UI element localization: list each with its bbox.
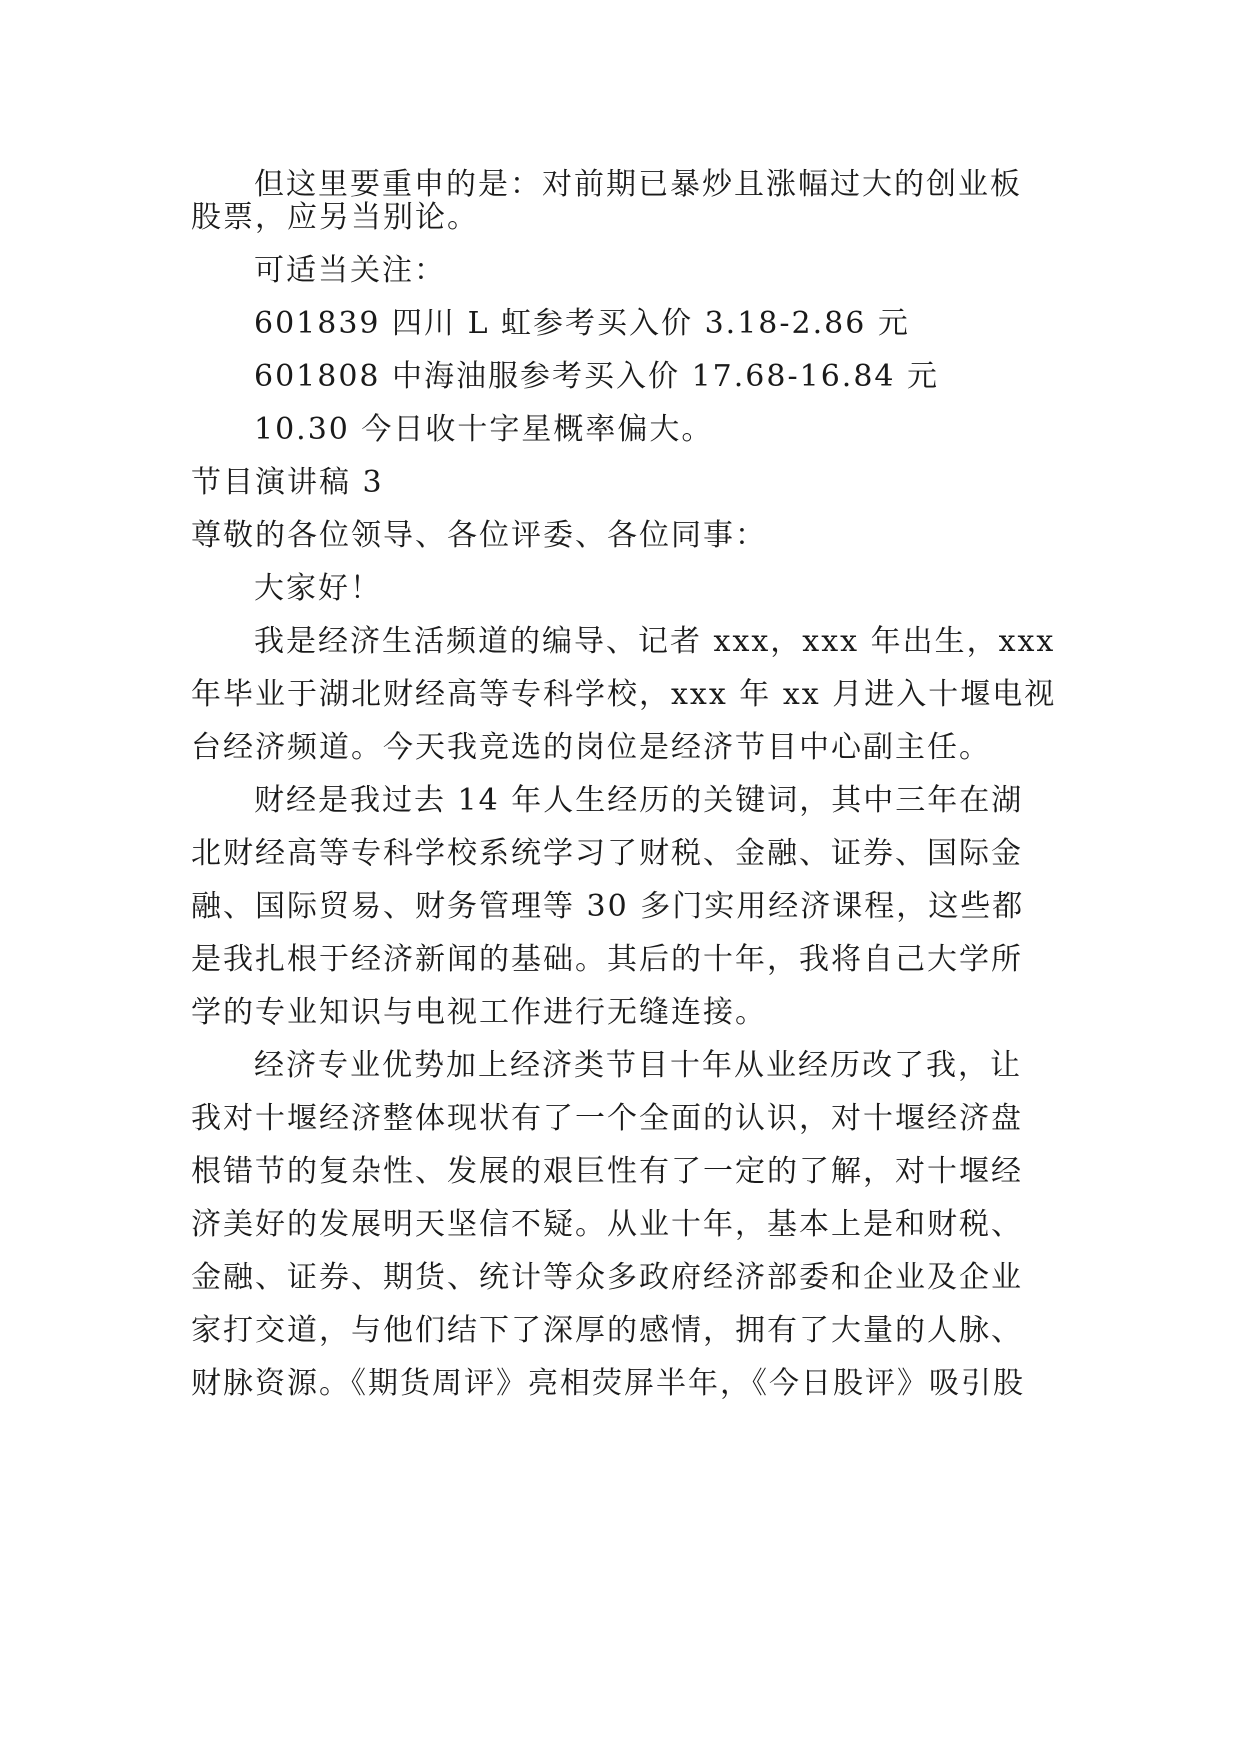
text-line: 我是经济生活频道的编导、记者 xxx，xxx 年出生，xxx: [254, 624, 1056, 659]
text-line: 根错节的复杂性、发展的艰巨性有了一定的了解，对十堰经: [191, 1154, 1023, 1189]
text-line: 融、国际贸易、财务管理等 30 多门实用经济课程，这些都: [191, 889, 1025, 924]
text-line: 家打交道，与他们结下了深厚的感情，拥有了大量的人脉、: [191, 1313, 1023, 1348]
greeting: 大家好！: [254, 571, 382, 606]
text-line: 可适当关注：: [254, 253, 446, 288]
text-line: 股票，应另当别论。: [191, 200, 479, 235]
text-line: 台经济频道。今天我竞选的岗位是经济节目中心副主任。: [191, 730, 991, 765]
text-line: 经济专业优势加上经济类节目十年从业经历改了我，让: [254, 1048, 1022, 1083]
text-line: 是我扎根于经济新闻的基础。其后的十年，我将自己大学所: [191, 942, 1023, 977]
text-line: 601839 四川 L 虹参考买入价 3.18-2.86 元: [254, 306, 910, 341]
text-line: 601808 中海油服参考买入价 17.68-16.84 元: [254, 359, 940, 394]
text-line: 学的专业知识与电视工作进行无缝连接。: [191, 995, 767, 1030]
text-line: 我对十堰经济整体现状有了一个全面的认识，对十堰经济盘: [191, 1101, 1023, 1136]
text-line: 财经是我过去 14 年人生经历的关键词，其中三年在湖: [254, 783, 1024, 818]
section-heading: 节目演讲稿 3: [191, 465, 384, 500]
text-line: 年毕业于湖北财经高等专科学校，xxx 年 xx 月进入十堰电视: [191, 677, 1057, 712]
text-line: 财脉资源。《期货周评》亮相荧屏半年，《今日股评》吸引股: [191, 1366, 1025, 1401]
text-line: 济美好的发展明天坚信不疑。从业十年，基本上是和财税、: [191, 1207, 1023, 1242]
text-line: 金融、证券、期货、统计等众多政府经济部委和企业及企业: [191, 1260, 1023, 1295]
salutation: 尊敬的各位领导、各位评委、各位同事：: [191, 518, 767, 553]
text-line: 北财经高等专科学校系统学习了财税、金融、证券、国际金: [191, 836, 1023, 871]
text-line: 但这里要重申的是：对前期已暴炒且涨幅过大的创业板: [254, 167, 1022, 202]
text-line: 10.30 今日收十字星概率偏大。: [254, 412, 714, 447]
